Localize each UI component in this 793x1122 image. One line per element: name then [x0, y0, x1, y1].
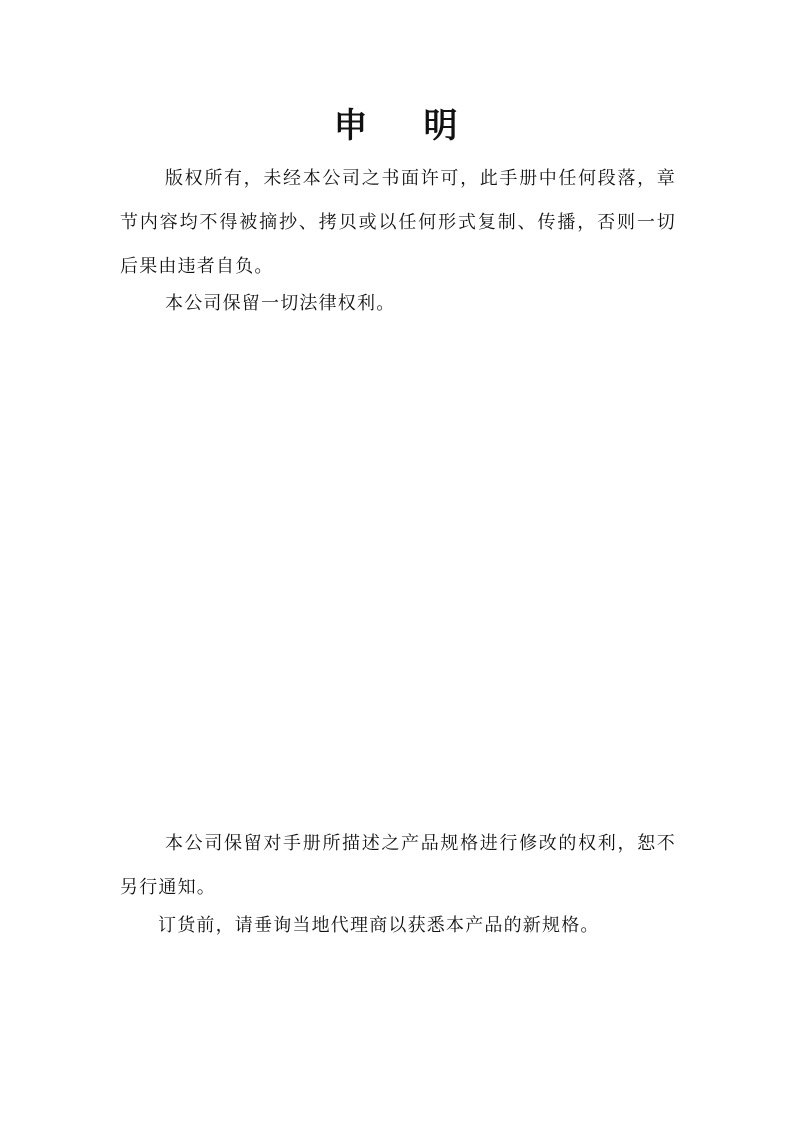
legal-rights-paragraph: 本公司保留一切法律权利。: [165, 293, 396, 314]
copyright-paragraph: 版权所有，未经本公司之书面许可，此手册中任何段落，章节内容均不得被摘抄、拷贝或以任何形式复制、传播，否则一切后果由违者自负。: [120, 168, 676, 277]
spec-change-paragraph: 本公司保留对手册所描述之产品规格进行修改的权利，恕不另行通知。: [120, 833, 676, 898]
page-title: [0, 104, 793, 148]
title-char-1: 申: [333, 106, 370, 146]
title-char-2: 明: [423, 106, 460, 146]
ordering-notice-paragraph: 订货前，请垂询当地代理商以获悉本产品的新规格。: [158, 915, 600, 936]
